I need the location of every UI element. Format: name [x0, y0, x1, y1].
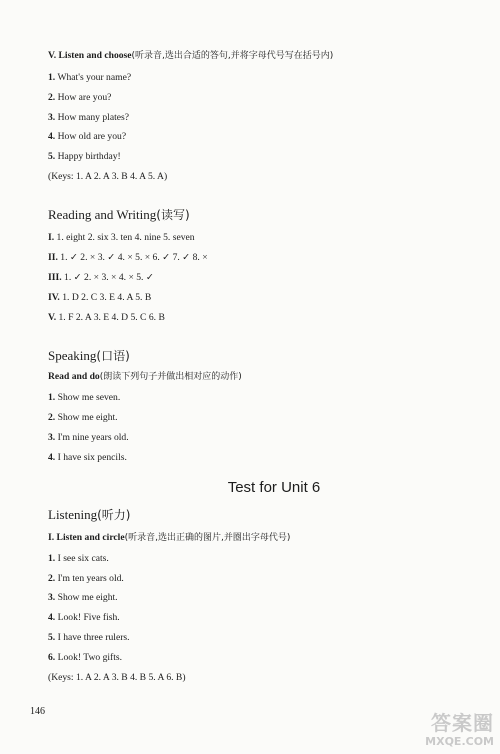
list-item: 1. I see six cats. [48, 553, 109, 564]
answer-keys: (Keys: 1. A 2. A 3. B 4. B 5. A 6. B) [48, 672, 186, 683]
watermark-text: 答案圈 [431, 711, 494, 735]
reading-writing-heading: Reading and Writing(读写) [48, 207, 190, 222]
speaking-heading: Speaking(口语) [48, 348, 130, 363]
list-item: 4. Look! Five fish. [48, 612, 120, 623]
watermark-url: MXQE.COM [425, 735, 494, 748]
page-title: Test for Unit 6 [227, 479, 321, 496]
answer-row: II. 1. ✓ 2. × 3. ✓ 4. × 5. × 6. ✓ 7. ✓ 8. × [48, 252, 208, 263]
answer-row: III. 1. ✓ 2. × 3. × 4. × 5. ✓ [48, 272, 154, 283]
list-item: 2. How are you? [48, 92, 112, 103]
list-item: 3. I'm nine years old. [48, 432, 129, 443]
list-item: 5. I have three rulers. [48, 632, 130, 643]
list-item: 1. What's your name? [48, 72, 132, 83]
section-v-heading: V. Listen and choose(听录音,选出合适的答句,并将字母代号写在括号内) [48, 50, 334, 61]
list-item: 5. Happy birthday! [48, 151, 121, 162]
answer-row: V. 1. F 2. A 3. E 4. D 5. C 6. B [48, 312, 165, 323]
list-item: 4. How old are you? [48, 131, 127, 142]
page-number: 146 [30, 706, 45, 717]
list-item: 6. Look! Two gifts. [48, 652, 123, 663]
watermark-logo [412, 707, 498, 751]
list-item: 4. I have six pencils. [48, 452, 127, 463]
list-item: 2. I'm ten years old. [48, 573, 124, 584]
list-item: 3. Show me eight. [48, 592, 118, 603]
listening-sub-heading: I. Listen and circle(听录音,选出正确的图片,并圈出字母代号) [48, 532, 291, 543]
list-item: 1. Show me seven. [48, 392, 121, 403]
listening-heading: Listening(听力) [48, 507, 131, 522]
speaking-sub-heading: Read and do(朗读下列句子并做出相对应的动作) [48, 371, 242, 382]
list-item: 3. How many plates? [48, 112, 130, 123]
list-item: 2. Show me eight. [48, 412, 118, 423]
answer-row: IV. 1. D 2. C 3. E 4. A 5. B [48, 292, 152, 303]
answer-row: I. 1. eight 2. six 3. ten 4. nine 5. seven [48, 232, 195, 243]
answer-keys: (Keys: 1. A 2. A 3. B 4. A 5. A) [48, 171, 168, 182]
